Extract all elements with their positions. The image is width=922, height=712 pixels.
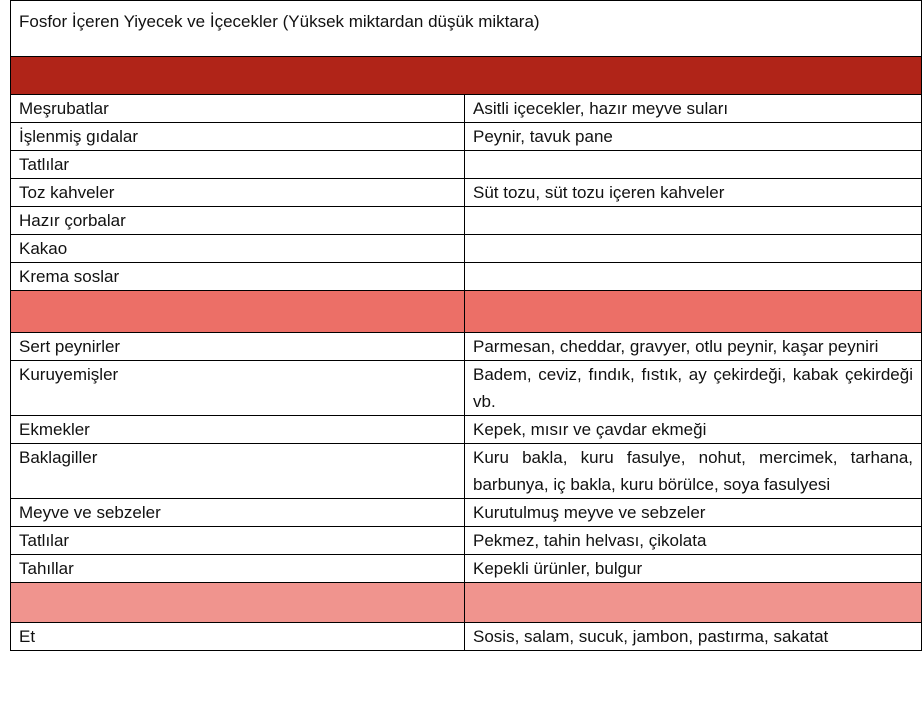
band-medium-cell-left	[11, 291, 465, 333]
table-row	[11, 527, 922, 555]
table-row	[11, 555, 922, 583]
food-name: Meşrubatlar	[11, 95, 465, 123]
table-row	[11, 333, 922, 361]
table-row	[11, 235, 922, 263]
food-examples: Kuru bakla, kuru fasulye, nohut, mercimek, tarhana, barbunya, iç bakla, kuru börülce, soya fasulyesi	[465, 444, 922, 499]
food-examples: Süt tozu, süt tozu içeren kahveler	[465, 179, 922, 207]
table-row	[11, 263, 922, 291]
band-medium	[11, 291, 922, 333]
food-name: Baklagiller	[11, 444, 465, 499]
phosphorus-foods-table	[10, 0, 922, 651]
table-title: Fosfor İçeren Yiyecek ve İçecekler (Yüksek miktardan düşük miktara)	[11, 1, 922, 57]
band-low-cell-right	[465, 583, 922, 623]
band-low	[11, 583, 922, 623]
food-name: Tatlılar	[11, 151, 465, 179]
title-row	[11, 1, 922, 57]
food-examples	[465, 151, 922, 179]
table-row	[11, 499, 922, 527]
band-high	[11, 57, 922, 95]
band-low-cell-left	[11, 583, 465, 623]
food-examples: Badem, ceviz, fındık, fıstık, ay çekirdeği, kabak çekirdeği vb.	[465, 361, 922, 416]
table-row	[11, 623, 922, 651]
food-name: Ekmekler	[11, 416, 465, 444]
food-examples: Asitli içecekler, hazır meyve suları	[465, 95, 922, 123]
food-name: Kuruyemişler	[11, 361, 465, 416]
table-row	[11, 95, 922, 123]
table-row	[11, 207, 922, 235]
table-row	[11, 179, 922, 207]
table-row	[11, 361, 922, 416]
food-name: Meyve ve sebzeler	[11, 499, 465, 527]
food-examples: Kepekli ürünler, bulgur	[465, 555, 922, 583]
food-name: Toz kahveler	[11, 179, 465, 207]
food-examples: Kepek, mısır ve çavdar ekmeği	[465, 416, 922, 444]
food-examples: Parmesan, cheddar, gravyer, otlu peynir, kaşar peyniri	[465, 333, 922, 361]
food-name: Tahıllar	[11, 555, 465, 583]
food-examples: Sosis, salam, sucuk, jambon, pastırma, sakatat	[465, 623, 922, 651]
band-medium-cell-right	[465, 291, 922, 333]
food-examples: Peynir, tavuk pane	[465, 123, 922, 151]
food-name: Hazır çorbalar	[11, 207, 465, 235]
table-row	[11, 123, 922, 151]
food-examples	[465, 263, 922, 291]
band-high-cell	[11, 57, 922, 95]
food-examples	[465, 207, 922, 235]
table-row	[11, 151, 922, 179]
food-name: Et	[11, 623, 465, 651]
food-name: Tatlılar	[11, 527, 465, 555]
food-name: Krema soslar	[11, 263, 465, 291]
food-examples: Kurutulmuş meyve ve sebzeler	[465, 499, 922, 527]
food-examples	[465, 235, 922, 263]
table-row	[11, 444, 922, 499]
table-row	[11, 416, 922, 444]
food-name: İşlenmiş gıdalar	[11, 123, 465, 151]
food-name: Sert peynirler	[11, 333, 465, 361]
food-examples: Pekmez, tahin helvası, çikolata	[465, 527, 922, 555]
food-name: Kakao	[11, 235, 465, 263]
